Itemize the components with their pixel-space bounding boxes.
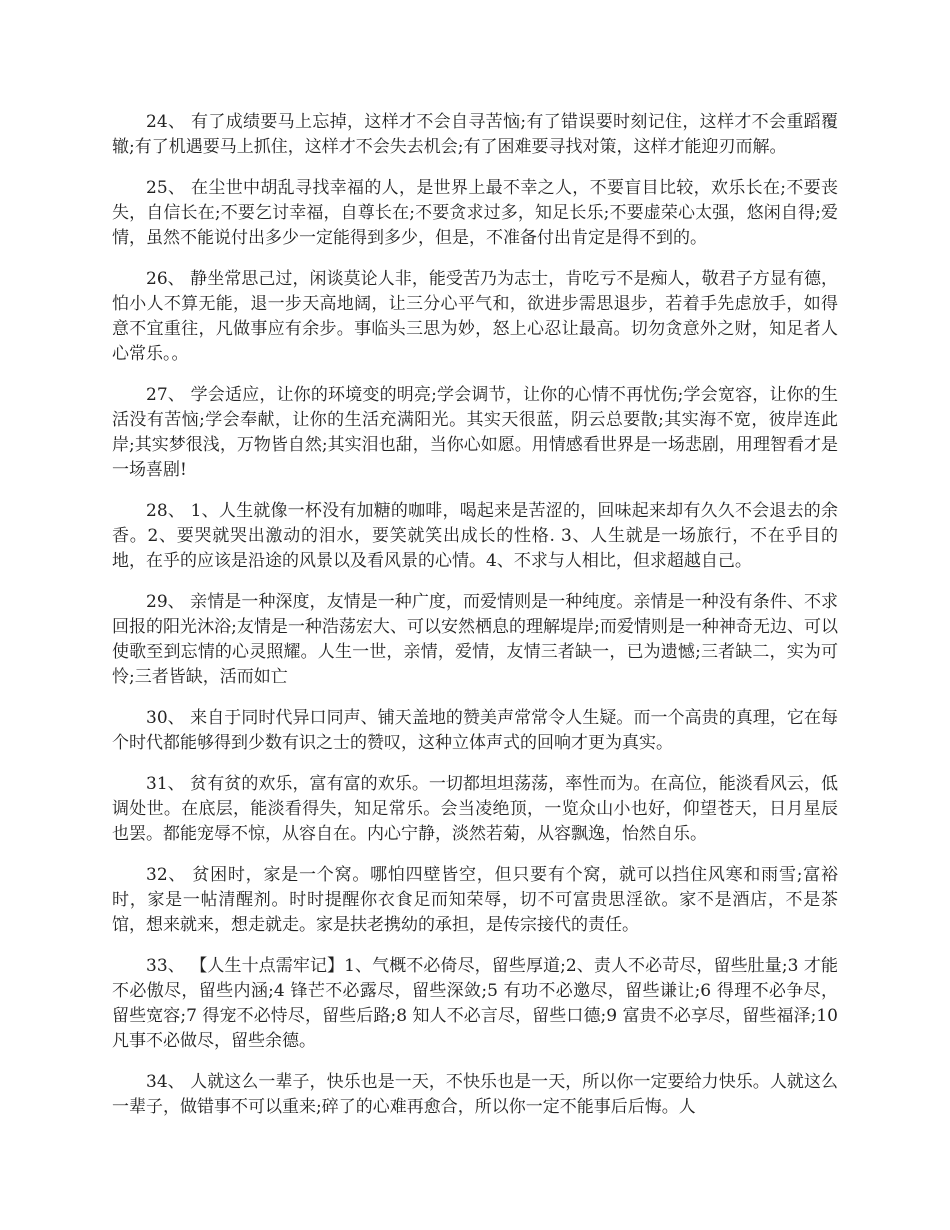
paragraph-24: 24、 有了成绩要马上忘掉，这样才不会自寻苦恼;有了错误要时刻记住，这样才不会重蹈覆辙;有了机遇要马上抓住，这样才不会失去机会;有了困难要寻找对策，这样才能迎刃而解。 xyxy=(112,112,838,157)
paragraph-29: 29、 亲情是一种深度，友情是一种广度，而爱情则是一种纯度。亲情是一种没有条件、不求回报的阳光沐浴;友情是一种浩荡宏大、可以安然栖息的理解堤岸;而爱情则是一种神奇无边、可以使歌至到忘情的心灵照耀。人生一世，亲情，爱情，友情三者缺一，已为遗憾;三者缺二，实为可怜;三者皆缺，活而如亡 xyxy=(112,592,839,687)
paragraph-25: 25、 在尘世中胡乱寻找幸福的人，是世界上最不幸之人，不要盲目比较，欢乐长在;不要丧失，自信长在;不要乞讨幸福，自尊长在;不要贪求过多，知足长乐;不要虚荣心太强，悠闲自得;爱情，虽然不能说付出多少一定能得到多少，但是，不准备付出肯定是得不到的。 xyxy=(112,178,838,248)
paragraph-32: 32、 贫困时，家是一个窝。哪怕四壁皆空，但只要有个窝，就可以挡住风寒和雨雪;富裕时，家是一帖清醒剂。时时提醒你衣食足而知荣辱，切不可富贵思淫欲。家不是酒店，不是茶馆，想来就来，想走就走。家是扶老携幼的承担，是传宗接代的责任。 xyxy=(112,865,838,935)
paragraph-31: 31、 贫有贫的欢乐，富有富的欢乐。一切都坦坦荡荡，率性而为。在高位，能淡看风云，低调处世。在底层，能淡看得失，知足常乐。会当凌绝顶，一览众山小也好，仰望苍天，日月星辰也罢。都能宠辱不惊，从容自在。内心宁静，淡然若菊，从容飘逸，怡然自乐。 xyxy=(112,774,838,844)
paragraph-27: 27、 学会适应，让你的环境变的明亮;学会调节，让你的心情不再忧伤;学会宽容，让你的生活没有苦恼;学会奉献，让你的生活充满阳光。其实天很蓝，阴云总要散;其实海不宽，彼岸连此岸;其实梦很浅，万物皆自然;其实泪也甜，当你心如愿。用情感看世界是一场悲剧，用理智看才是一场喜剧! xyxy=(112,385,838,480)
paragraph-30: 30、 来自于同时代异口同声、铺天盖地的赞美声常常令人生疑。而一个高贵的真理，它在每个时代都能够得到少数有识之士的赞叹，这种立体声式的回响才更为真实。 xyxy=(112,708,838,753)
paragraph-28: 28、 1、人生就像一杯没有加糖的咖啡，喝起来是苦涩的，回味起来却有久久不会退去的余香。2、要哭就哭出激动的泪水，要笑就笑出成长的性格. 3、人生就是一场旅行，不在乎目的地，在乎的应该是沿途的风景以及看风景的心情。4、不求与人相比，但求超越自己。 xyxy=(112,501,838,571)
paragraph-34: 34、 人就这么一辈子，快乐也是一天，不快乐也是一天，所以你一定要给力快乐。人就这么一辈子，做错事不可以重来;碎了的心难再愈合，所以你一定不能事后后悔。人 xyxy=(112,1072,838,1117)
paragraph-26: 26、 静坐常思己过，闲谈莫论人非，能受苦乃为志士，肯吃亏不是痴人，敬君子方显有德，怕小人不算无能，退一步天高地阔，让三分心平气和，欲进步需思退步，若着手先虑放手，如得意不宜重往，凡做事应有余步。事临头三思为妙，怒上心忍让最高。切勿贪意外之财，知足者人心常乐。。 xyxy=(112,269,838,364)
paragraph-33: 33、 【人生十点需牢记】1、气概不必倚尽，留些厚道;2、责人不必苛尽，留些肚量;3 才能不必傲尽，留些内涵;4 锋芒不必露尽，留些深敛;5 有功不必邀尽，留些谦让;6 得理不必争尽，留些宽容;7 得宠不必恃尽，留些后路;8 知人不必言尽，留些口德;9 富贵不必享尽，留些福泽;10 凡事不必做尽，留些余德。 xyxy=(112,956,838,1051)
